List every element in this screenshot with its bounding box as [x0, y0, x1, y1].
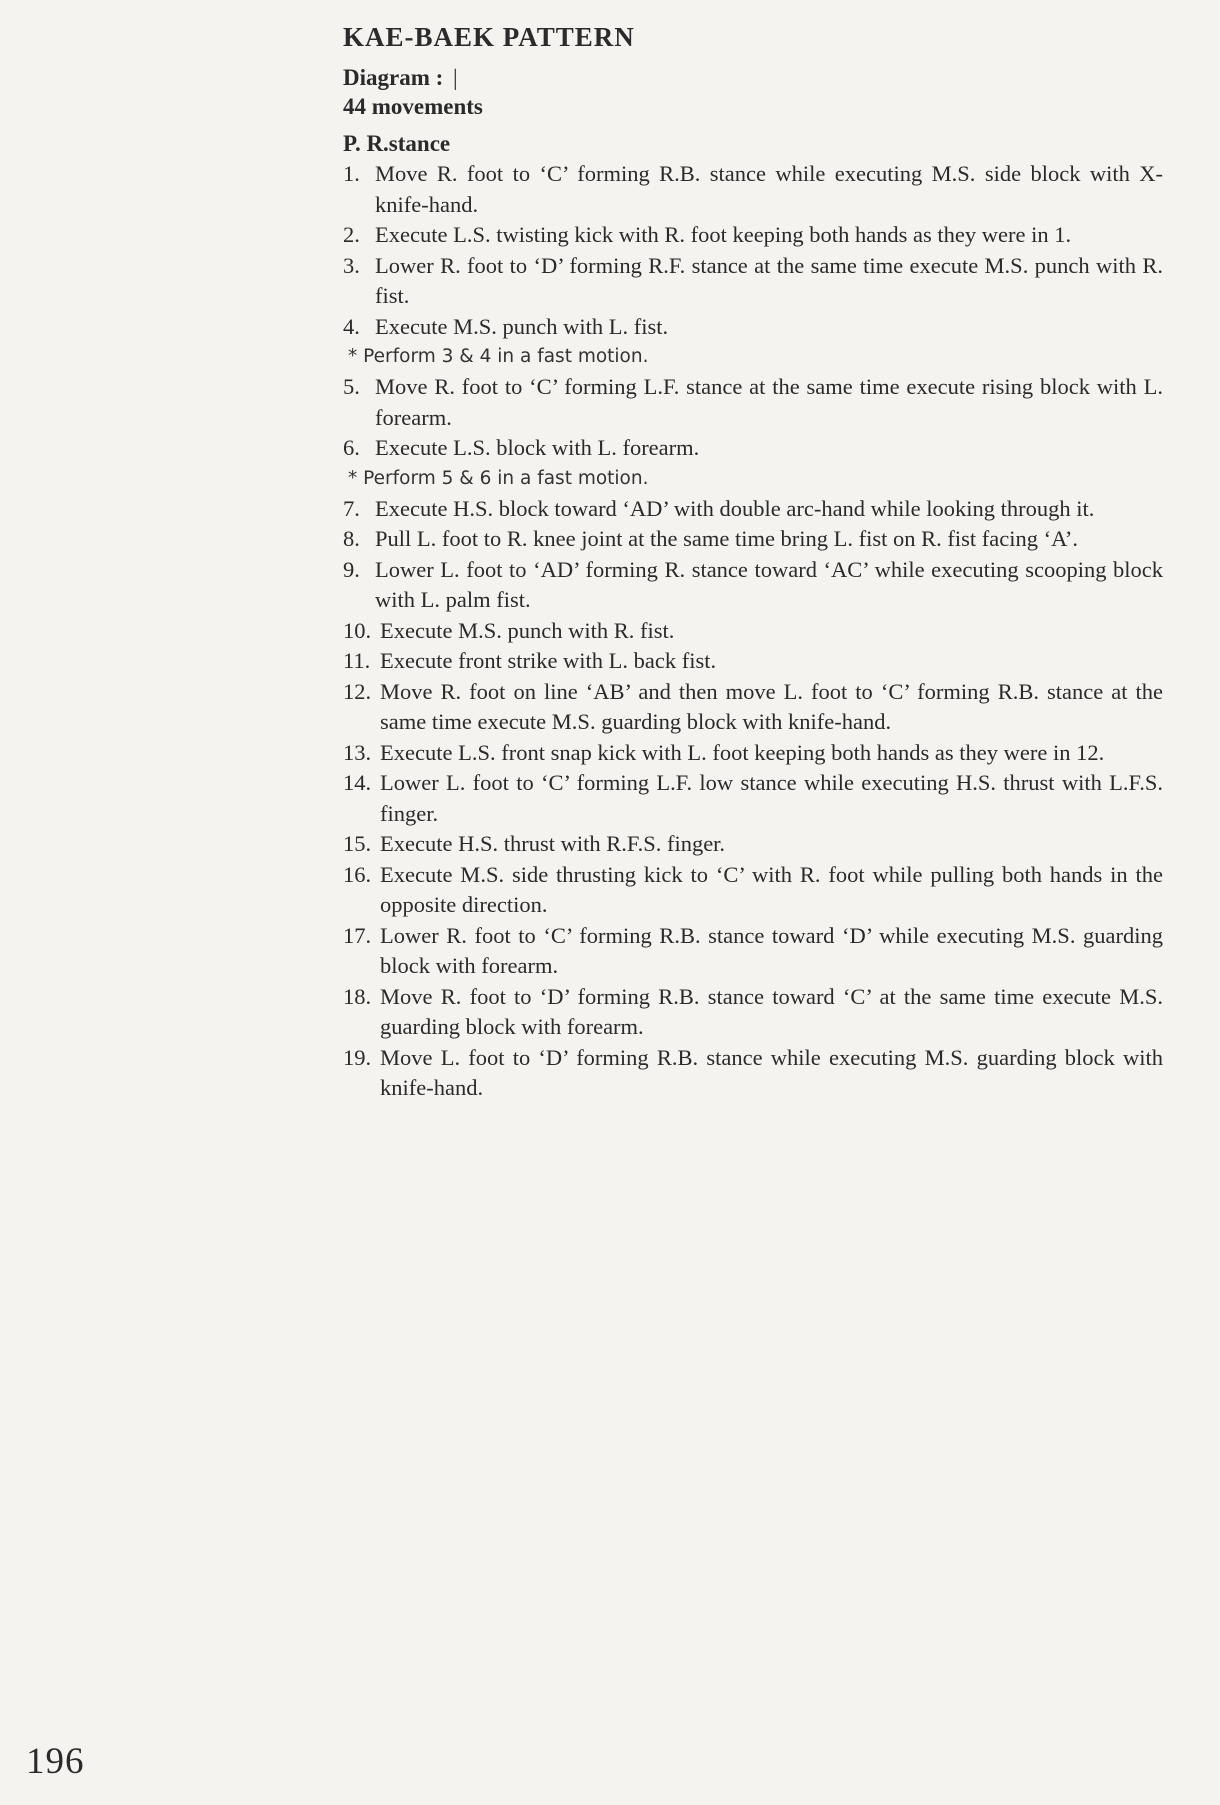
- movement-number: 5.: [343, 374, 360, 399]
- movement-text: Execute front strike with L. back fist.: [380, 648, 717, 673]
- movement-number: 17.: [343, 922, 372, 948]
- movement-item: [343, 494, 1163, 525]
- starting-stance: P. R.stance: [343, 131, 451, 156]
- movement-text: Pull L. foot to R. knee joint at the same time bring L. fist on R. fist facing ‘A’.: [375, 526, 1079, 551]
- movement-text: Execute M.S. side thrusting kick to ‘C’ with R. foot while pulling both hands in the opposite direction.: [380, 861, 1163, 917]
- movement-item: [343, 220, 1163, 251]
- page-number: 196: [26, 1741, 85, 1782]
- movement-item: [343, 159, 1163, 220]
- movement-item: [343, 768, 1163, 829]
- movement-text: Lower L. foot to ‘C’ forming L.F. low stance while executing H.S. thrust with L.F.S. finger.: [380, 770, 1163, 826]
- diagram-value: |: [453, 65, 458, 90]
- movement-number: 18.: [343, 983, 372, 1009]
- movement-number: 10.: [343, 617, 372, 643]
- movement-item: [343, 312, 1163, 343]
- movement-text: Execute L.S. twisting kick with R. foot keeping both hands as they were in 1.: [375, 222, 1072, 247]
- movement-count: 44 movements: [343, 94, 483, 119]
- movement-text: Execute H.S. block toward ‘AD’ with double arc-hand while looking through it.: [375, 495, 1095, 521]
- movement-number: 14.: [343, 770, 372, 795]
- movement-number: 13.: [343, 739, 372, 765]
- movement-text: Move R. foot to ‘D’ forming R.B. stance toward ‘C’ at the same time execute M.S. guarding block with forearm.: [380, 983, 1163, 1039]
- movement-text: Execute M.S. punch with R. fist.: [380, 617, 675, 643]
- movement-number: 7.: [343, 495, 360, 521]
- movement-text: Execute L.S. block with L. forearm.: [375, 435, 700, 460]
- movement-item: [343, 829, 1163, 860]
- movement-text: Move L. foot to ‘D’ forming R.B. stance while executing M.S. guarding block with knife-hand.: [380, 1044, 1163, 1100]
- movement-number: 1.: [343, 161, 360, 186]
- movement-item: [343, 555, 1163, 616]
- movement-text: Move R. foot to ‘C’ forming R.B. stance while executing M.S. side block with X-knife-hand.: [375, 161, 1163, 217]
- motion-note: * Perform 5 & 6 in a fast motion.: [348, 467, 649, 489]
- movement-number: 16.: [343, 861, 372, 887]
- movement-item: [343, 524, 1163, 555]
- movement-number: 19.: [343, 1044, 372, 1070]
- movement-text: Lower R. foot to ‘C’ forming R.B. stance toward ‘D’ while executing M.S. guarding block with forearm.: [380, 922, 1163, 978]
- diagram-label: Diagram :: [343, 65, 444, 90]
- diagram-line: [343, 63, 1163, 92]
- movement-item: [343, 433, 1163, 464]
- movement-number: 3.: [343, 252, 360, 278]
- movement-text: Execute L.S. front snap kick with L. foot keeping both hands as they were in 12.: [380, 739, 1105, 765]
- movement-number: 8.: [343, 526, 360, 551]
- pattern-text: [343, 22, 1163, 1104]
- movement-item: [343, 1043, 1163, 1104]
- movement-item: [343, 677, 1163, 738]
- movement-number: 12.: [343, 678, 372, 704]
- movement-item: [343, 646, 1163, 677]
- movement-list: [343, 159, 1163, 1104]
- movement-number: 6.: [343, 435, 360, 460]
- movement-item: [343, 616, 1163, 647]
- movement-item: [343, 982, 1163, 1043]
- motion-note: * Perform 3 & 4 in a fast motion.: [348, 346, 649, 367]
- movement-text: Lower R. foot to ‘D’ forming R.F. stance at the same time execute M.S. punch with R. fist.: [375, 252, 1163, 308]
- movement-text: Move R. foot on line ‘AB’ and then move L. foot to ‘C’ forming R.B. stance at the same time execute M.S. guarding block with knife-hand.: [380, 678, 1163, 734]
- movement-text: Execute H.S. thrust with R.F.S. finger.: [380, 831, 726, 856]
- movement-item: [343, 251, 1163, 312]
- movement-number: 4.: [343, 313, 360, 339]
- movement-number: 11.: [343, 648, 371, 673]
- movement-text: Move R. foot to ‘C’ forming L.F. stance at the same time execute rising block with L. forearm.: [375, 374, 1163, 430]
- movement-item: [343, 372, 1163, 433]
- movement-text: Execute M.S. punch with L. fist.: [375, 313, 669, 339]
- movement-number: 9.: [343, 556, 360, 582]
- movement-text: Lower L. foot to ‘AD’ forming R. stance toward ‘AC’ while executing scooping block with L. palm fist.: [375, 556, 1163, 612]
- movement-item: [343, 738, 1163, 769]
- movement-number: 15.: [343, 831, 372, 856]
- pattern-title: KAE-BAEK PATTERN: [343, 22, 635, 52]
- movement-item: [343, 860, 1163, 921]
- movement-number: 2.: [343, 222, 360, 247]
- movement-item: [343, 921, 1163, 982]
